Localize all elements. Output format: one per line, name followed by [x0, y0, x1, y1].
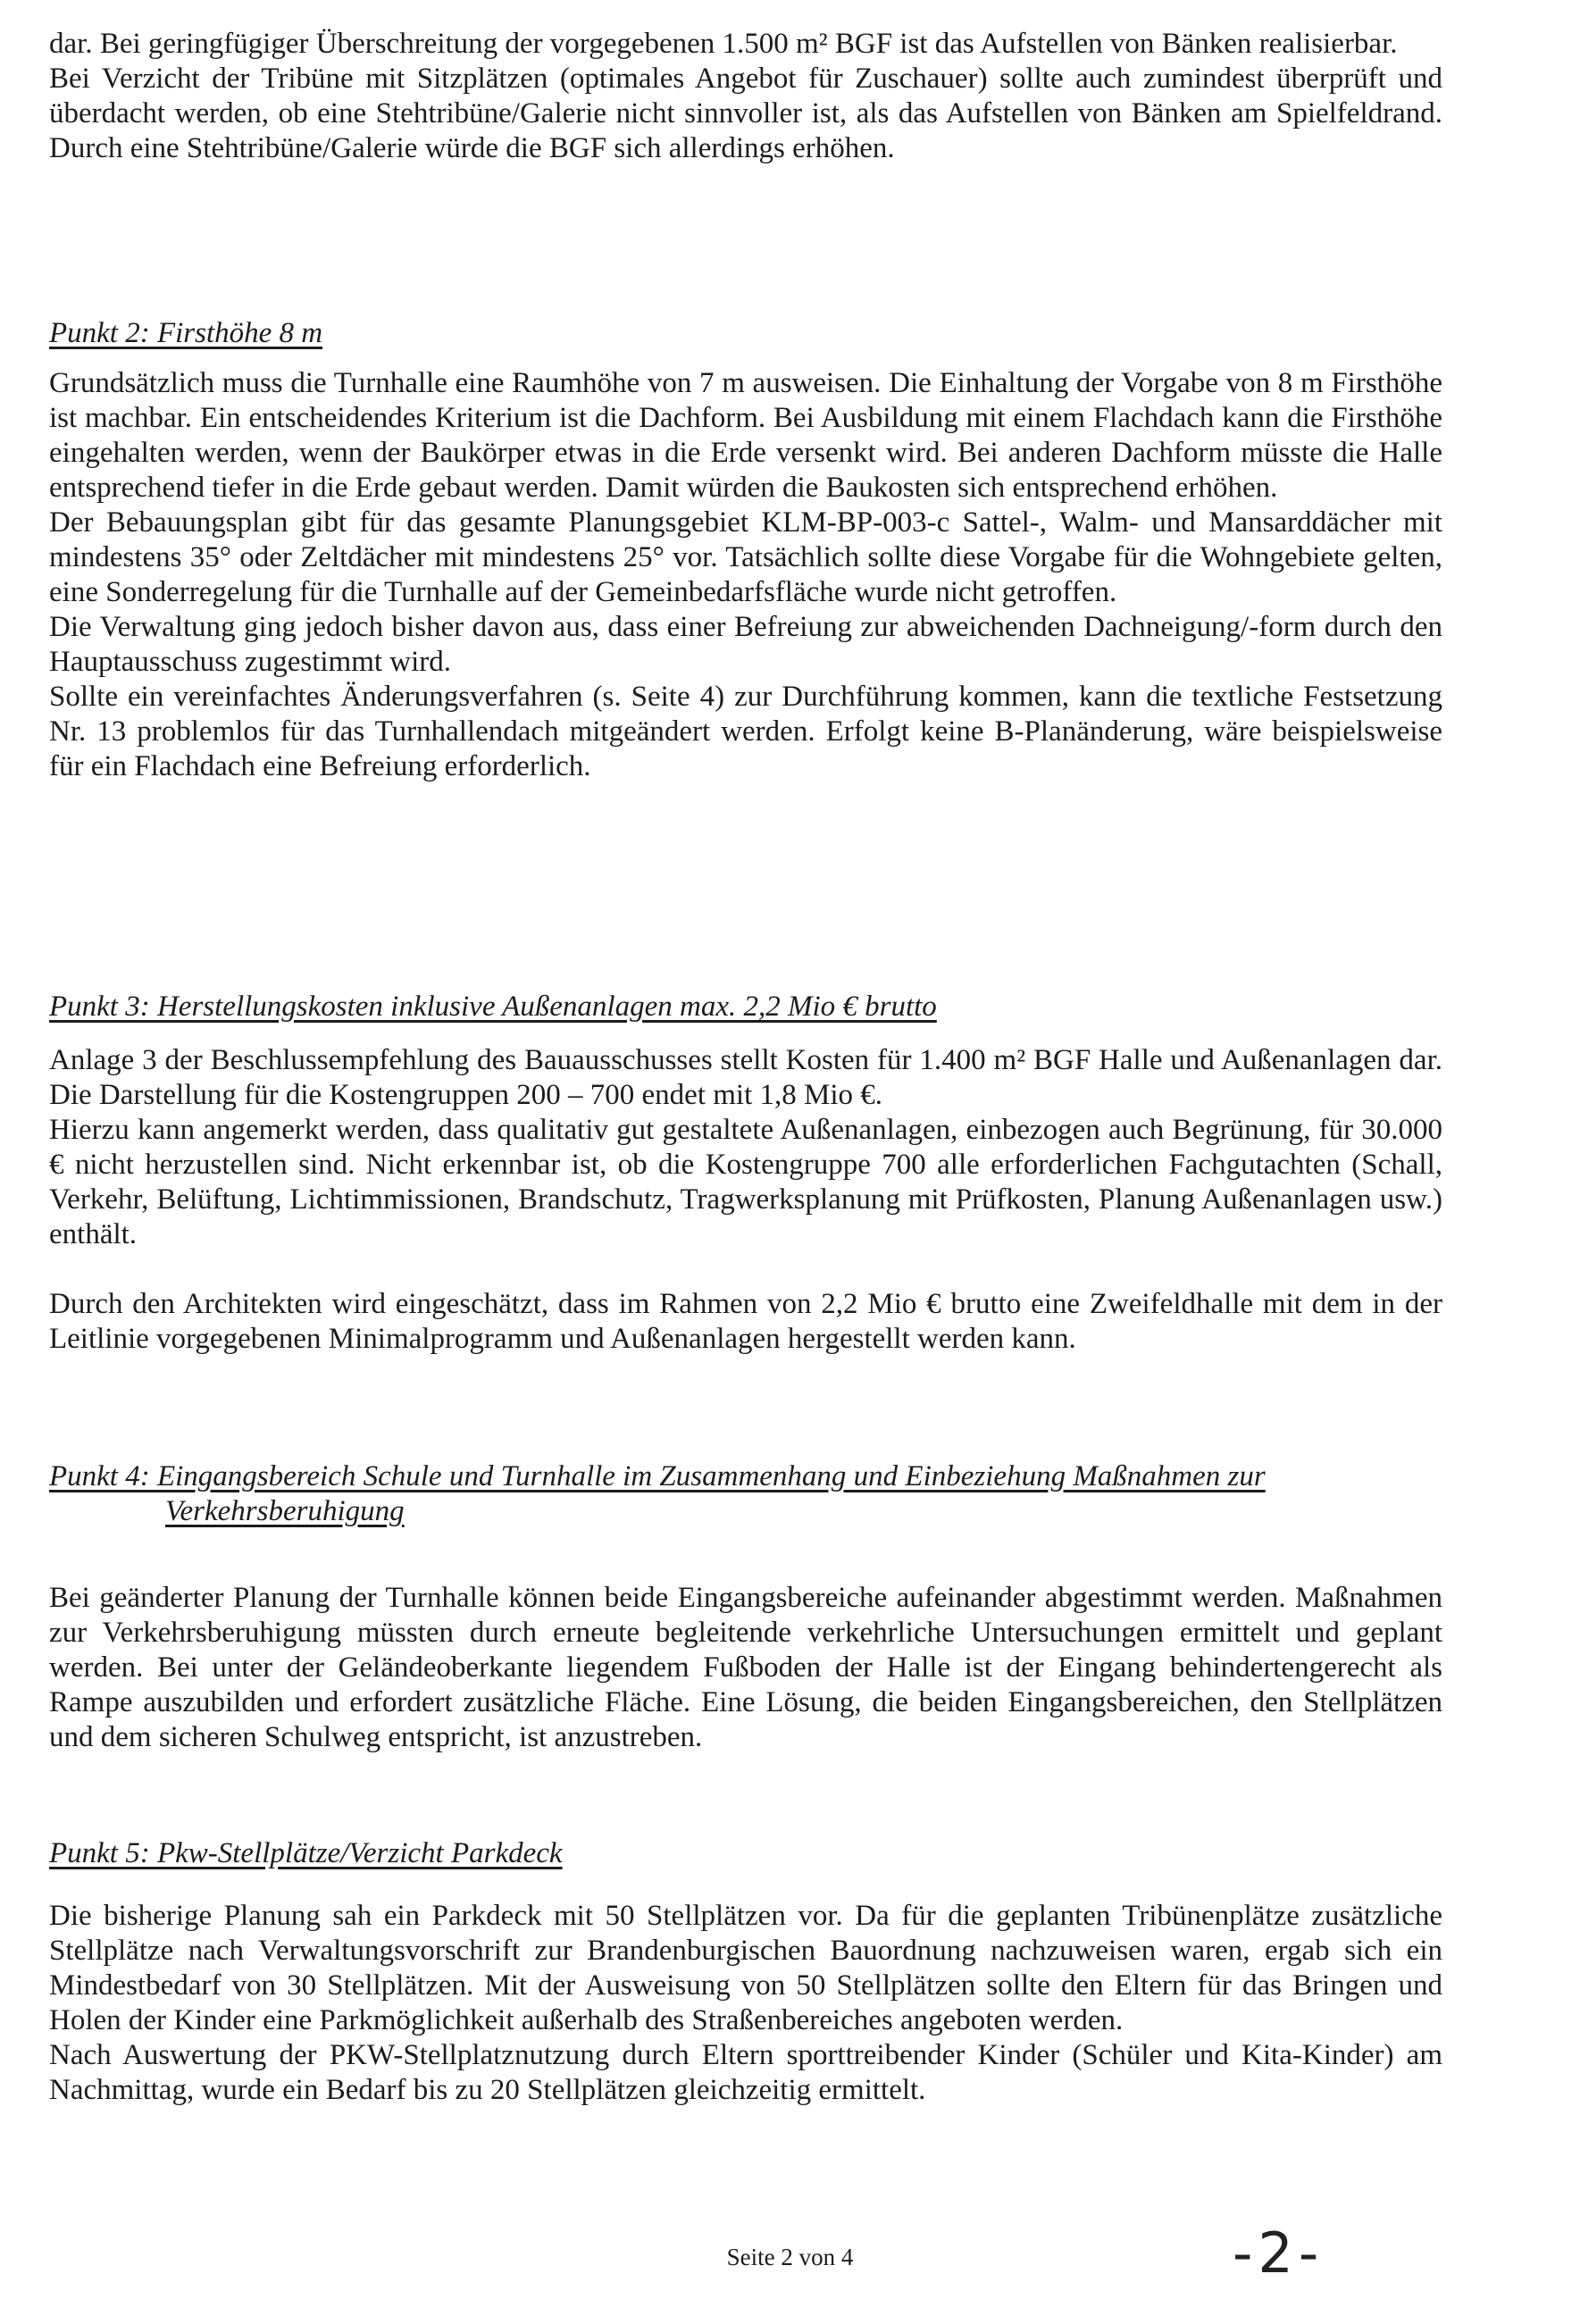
- paragraph: Nach Auswertung der PKW-Stellplatznutzung durch Eltern sporttreibender Kinder (Schüler und Kita-Kinder) am Nachmittag, wurde ein Bedarf bis zu 20 Stellplätzen gleichzeitig ermittelt.: [49, 2039, 1442, 2106]
- paragraph: Der Bebauungsplan gibt für das gesamte Planungsgebiet KLM-BP-003-c Sattel-, Walm- und Mansarddächer mit mindestens 35° oder Zeltdächer mit mindestens 25° vor. Tatsächlich sollte diese Vorgabe für die Wohngebiete gelten, eine Sonderregelung für die Turnhalle auf der Gemeinbedarfsfläche wurde nicht getroffen.: [49, 506, 1442, 608]
- section-punkt-3: [49, 990, 1442, 1024]
- section-punkt-2: [49, 316, 1442, 351]
- section-punkt-5: [49, 1836, 1442, 1871]
- section-heading: [49, 1459, 1442, 1529]
- section-punkt-5-body: [49, 1899, 1442, 2108]
- paragraph: Sollte ein vereinfachtes Änderungsverfahren (s. Seite 4) zur Durchführung kommen, kann die textliche Festsetzung Nr. 13 problemlos für das Turnhallendach mitgeändert werden. Erfolgt keine B-Planänderung, wäre beispielsweise für ein Flachdach eine Befreiung erforderlich.: [49, 681, 1442, 782]
- section-heading: Punkt 3: Herstellungskosten inklusive Außenanlagen max. 2,2 Mio € brutto: [49, 991, 937, 1023]
- paragraph: Anlage 3 der Beschlussempfehlung des Bauausschusses stellt Kosten für 1.400 m² BGF Halle und Außenanlagen dar. Die Darstellung für die Kostengruppen 200 – 700 endet mit 1,8 Mio €.: [49, 1044, 1442, 1111]
- handwritten-page-mark: -2-: [1233, 2220, 1325, 2286]
- section-heading-line-2: Verkehrsberuhigung: [165, 1495, 405, 1527]
- paragraph: Bei geänderter Planung der Turnhalle können beide Eingangsbereiche aufeinander abgestimmt werden. Maßnahmen zur Verkehrsberuhigung müssten durch erneute begleitende verkehrliche Untersuchungen ermittelt und geplant werden. Bei unter der Geländeoberkante liegendem Fußboden der Halle ist der Eingang behindertengerecht als Rampe auszubilden und erfordert zusätzliche Fläche. Eine Lösung, die beiden Eingangsbereichen, den Stellplätzen und dem sicheren Schulweg entspricht, ist anzustreben.: [49, 1582, 1442, 1753]
- section-heading-line-1: Punkt 4: Eingangsbereich Schule und Turnhalle im Zusammenhang und Einbeziehung Maßnahmen zur: [49, 1460, 1266, 1492]
- paragraph: Hierzu kann angemerkt werden, dass qualitativ gut gestaltete Außenanlagen, einbezogen auch Begrünung, für 30.000 € nicht herzustellen sind. Nicht erkennbar ist, ob die Kostengruppe 700 alle erforderlichen Fachgutachten (Schall, Verkehr, Belüftung, Lichtimmissionen, Brandschutz, Tragwerksplanung mit Prüfkosten, Planung Außenanlagen usw.) enthält.: [49, 1114, 1442, 1250]
- section-punkt-4-body: [49, 1581, 1442, 1755]
- intro-paragraph-2: Bei Verzicht der Tribüne mit Sitzplätzen (optimales Angebot für Zuschauer) sollte auch zumindest überprüft und überdacht werden, ob eine Stehtribüne/Galerie nicht sinnvoller ist, als das Aufstellen von Bänken am Spielfeldrand. Durch eine Stehtribüne/Galerie würde die BGF sich allerdings erhöhen.: [49, 63, 1442, 164]
- intro-paragraph-1: dar. Bei geringfügiger Überschreitung der vorgegebenen 1.500 m² BGF ist das Aufstellen von Bänken realisierbar.: [49, 28, 1398, 60]
- section-heading: Punkt 5: Pkw-Stellplätze/Verzicht Parkdeck: [49, 1837, 563, 1869]
- intro-section: [49, 27, 1442, 166]
- section-punkt-2-body: [49, 366, 1442, 784]
- section-heading: Punkt 2: Firsthöhe 8 m: [49, 317, 323, 349]
- section-punkt-3-body: [49, 1043, 1442, 1357]
- paragraph: Die bisherige Planung sah ein Parkdeck mit 50 Stellplätzen vor. Da für die geplanten Tribünenplätze zusätzliche Stellplätze nach Verwaltungsvorschrift zur Brandenburgischen Bauordnung nachzuweisen waren, ergab sich ein Mindestbedarf von 30 Stellplätzen. Mit der Ausweisung von 50 Stellplätzen sollte den Eltern für das Bringen und Holen der Kinder eine Parkmöglichkeit außerhalb des Straßenbereiches angeboten werden.: [49, 1900, 1442, 2036]
- paragraph: Die Verwaltung ging jedoch bisher davon aus, dass einer Befreiung zur abweichenden Dachneigung/-form durch den Hauptausschuss zugestimmt wird.: [49, 611, 1442, 678]
- section-punkt-4: [49, 1459, 1442, 1529]
- page-number-footer: Seite 2 von 4: [726, 2244, 854, 2270]
- paragraph: Durch den Architekten wird eingeschätzt, dass im Rahmen von 2,2 Mio € brutto eine Zweifeldhalle mit dem in der Leitlinie vorgegebenen Minimalprogramm und Außenanlagen hergestellt werden kann.: [49, 1288, 1442, 1355]
- paragraph: Grundsätzlich muss die Turnhalle eine Raumhöhe von 7 m ausweisen. Die Einhaltung der Vorgabe von 8 m Firsthöhe ist machbar. Ein entscheidendes Kriterium ist die Dachform. Bei Ausbildung mit einem Flachdach kann die Firsthöhe eingehalten werden, wenn der Baukörper etwas in die Erde versenkt wird. Bei anderen Dachform müsste die Halle entsprechend tiefer in die Erde gebaut werden. Damit würden die Baukosten sich entsprechend erhöhen.: [49, 367, 1442, 504]
